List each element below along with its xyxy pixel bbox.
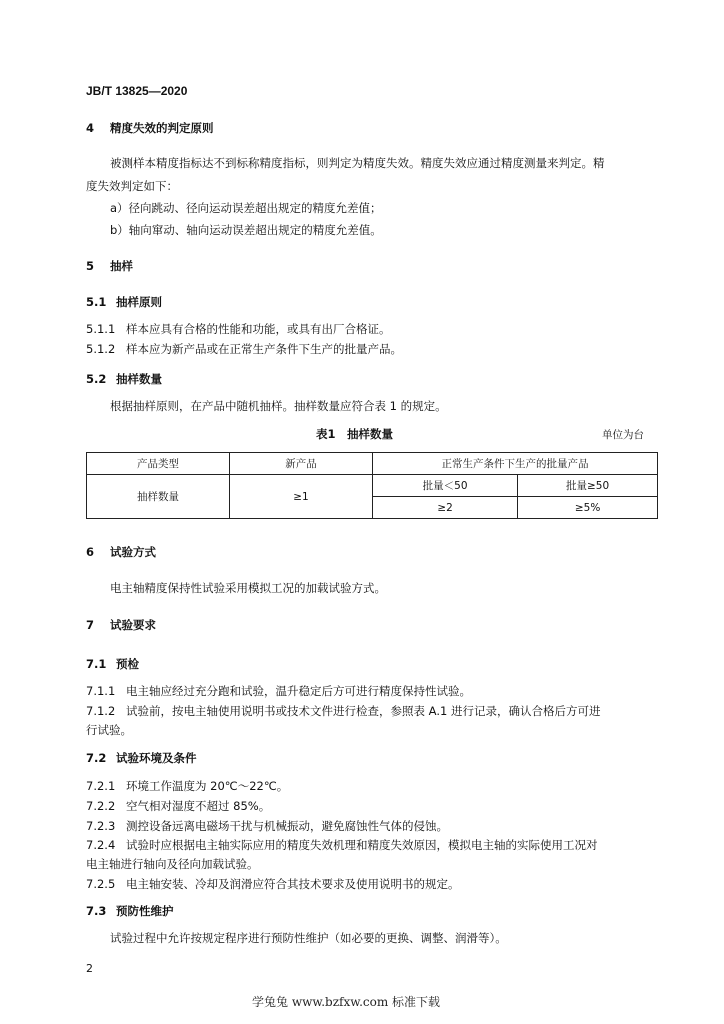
section-6-heading [86, 544, 156, 560]
section-title: 抽样数量 [116, 372, 162, 386]
header-cell: 批量＜50 [373, 475, 518, 497]
section-5-2-heading [86, 371, 162, 387]
clause-text: 环境工作温度为 20℃～22℃。 [126, 779, 289, 793]
sampling-table [86, 452, 658, 519]
section-title: 试验要求 [110, 618, 156, 632]
clause-5-1-1 [86, 321, 391, 337]
clause-text: 样本应为新产品或在正常生产条件下生产的批量产品。 [126, 342, 402, 356]
clause-text: 样本应具有合格的性能和功能，或具有出厂合格证。 [126, 322, 391, 336]
section-number: 7 [86, 618, 95, 632]
section-7-heading [86, 617, 156, 633]
clause-text: 空气相对湿度不超过 85%。 [126, 799, 271, 813]
clause-number: 7.2.1 [86, 779, 116, 793]
clause-7-2-1 [86, 778, 288, 794]
header-cell: 产品类型 [87, 453, 230, 475]
section-title: 试验方式 [110, 545, 156, 559]
section-number: 6 [86, 545, 95, 559]
section-4-heading [86, 120, 214, 136]
standard-code-header: JB/T 13825—2020 [86, 84, 188, 98]
section-5-heading [86, 258, 133, 274]
clause-number: 5.1.2 [86, 342, 116, 356]
clause-number: 7.2.3 [86, 819, 116, 833]
section-number: 7.2 [86, 751, 107, 765]
clause-7-2-4 [86, 837, 598, 853]
section-title: 抽样原则 [116, 295, 162, 309]
list-item-b: b）轴向窜动、轴向运动误差超出规定的精度允差值。 [110, 223, 382, 237]
table-row [87, 475, 658, 497]
value-cell: ≥5% [518, 497, 658, 519]
paragraph: 电主轴精度保持性试验采用模拟工况的加载试验方式。 [110, 581, 386, 595]
clause-number: 7.2.4 [86, 838, 116, 852]
table-caption: 表1 抽样数量 [316, 427, 394, 441]
table-row [87, 453, 658, 475]
clause-number: 7.1.1 [86, 684, 116, 698]
clause-text: 测控设备远离电磁场干扰与机械振动，避免腐蚀性气体的侵蚀。 [126, 819, 448, 833]
clause-7-2-2 [86, 798, 270, 814]
section-7-2-heading [86, 750, 197, 766]
section-5-1-heading [86, 294, 162, 310]
clause-text: 电主轴应经过充分跑和试验，温升稳定后方可进行精度保持性试验。 [126, 684, 471, 698]
section-title: 试验环境及条件 [116, 751, 197, 765]
clause-5-1-2 [86, 341, 402, 357]
header-cell: 正常生产条件下生产的批量产品 [373, 453, 658, 475]
paragraph: 被测样本精度指标达不到标称精度指标，则判定为精度失效。精度失效应通过精度测量来判定。精 [110, 156, 605, 170]
section-number: 5 [86, 259, 95, 273]
clause-text: 试验时应根据电主轴实际应用的精度失效机理和精度失效原因，模拟电主轴的实际使用工况对 [126, 838, 598, 852]
section-title: 预检 [116, 657, 139, 671]
clause-number: 7.2.2 [86, 799, 116, 813]
paragraph-cont: 度失效判定如下： [86, 179, 178, 193]
section-number: 5.2 [86, 372, 107, 386]
clause-7-1-2 [86, 703, 600, 719]
section-number: 4 [86, 121, 95, 135]
clause-number: 5.1.1 [86, 322, 116, 336]
section-7-1-heading [86, 656, 139, 672]
section-7-3-heading [86, 903, 174, 919]
section-title: 抽样 [110, 259, 133, 273]
clause-number: 7.1.2 [86, 704, 116, 718]
clause-text-cont: 电主轴进行轴向及径向加载试验。 [86, 857, 259, 871]
paragraph: 试验过程中允许按规定程序进行预防性维护（如必要的更换、调整、润滑等）。 [110, 931, 507, 945]
list-item-a: a）径向跳动、径向运动误差超出规定的精度允差值； [110, 201, 382, 215]
paragraph: 根据抽样原则，在产品中随机抽样。抽样数量应符合表 1 的规定。 [110, 399, 447, 413]
value-cell: ≥2 [373, 497, 518, 519]
section-number: 7.1 [86, 657, 107, 671]
clause-7-2-3 [86, 818, 448, 834]
section-title: 预防性维护 [116, 904, 174, 918]
watermark-footer[interactable]: 学兔兔 www.bzfxw.com 标准下载 [252, 995, 441, 1009]
table-unit: 单位为台 [602, 429, 644, 441]
section-number: 7.3 [86, 904, 107, 918]
page-number: 2 [86, 962, 93, 975]
header-cell: 批量≥50 [518, 475, 658, 497]
section-number: 5.1 [86, 295, 107, 309]
clause-text: 电主轴安装、冷却及润滑应符合其技术要求及使用说明书的规定。 [126, 877, 460, 891]
clause-text: 试验前，按电主轴使用说明书或技术文件进行检查，参照表 A.1 进行记录，确认合格后方可进 [126, 704, 601, 718]
clause-7-2-5 [86, 876, 460, 892]
clause-7-1-1 [86, 683, 471, 699]
header-cell: 新产品 [230, 453, 373, 475]
clause-number: 7.2.5 [86, 877, 116, 891]
clause-text-cont: 行试验。 [86, 723, 132, 737]
value-cell: ≥1 [230, 475, 373, 519]
section-title: 精度失效的判定原则 [110, 121, 214, 135]
row-label-cell: 抽样数量 [87, 475, 230, 519]
